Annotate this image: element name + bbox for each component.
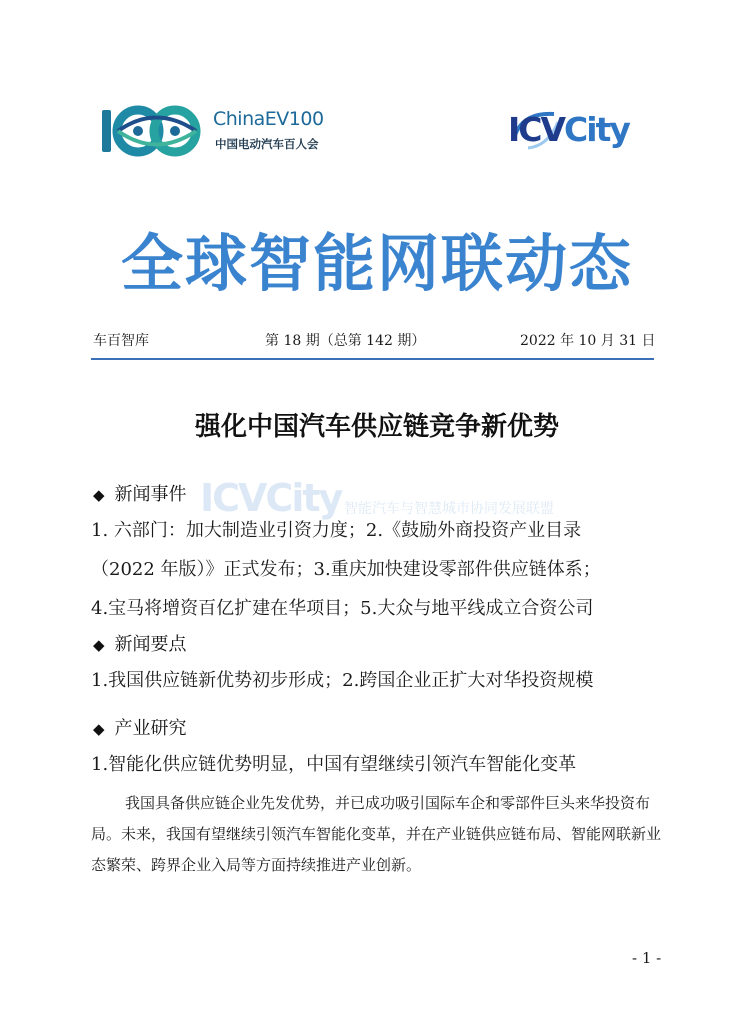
masthead-title: 全球智能网联动态 [120,227,633,300]
watermark-logo: ICVCity [200,476,342,520]
news-event-line: （2022 年版）》正式发布；3.重庆加快建设零部件供应链体系； [91,559,601,580]
research-paragraph [91,788,665,881]
watermark-text: 智能汽车与智慧城市协同发展联盟 [344,501,554,517]
logo-right-icv: ICV [508,110,565,149]
ev100-emblem-icon [100,100,210,162]
logo-left-english: ChinaEV100 [213,108,324,130]
china-ev100-logo [100,100,340,162]
section-title-text: 新闻要点 [114,634,187,655]
icv-city-logo [508,108,648,156]
diamond-bullet-icon: ◆ [93,636,105,654]
page-number: - 1 - [632,949,662,967]
logo-right-city: City [564,110,629,149]
header-divider [91,358,654,360]
section-title-text: 产业研究 [114,718,187,739]
news-event-line: 4.宝马将增资百亿扩建在华项目；5.大众与地平线成立合资公司 [91,598,594,619]
news-point-line: 1.我国供应链新优势初步形成；2.跨国企业正扩大对华投资规模 [91,670,594,691]
section-news-points-title [93,630,187,656]
issue-info-row [93,330,656,352]
section-title-text: 新闻事件 [114,484,187,505]
article-headline: 强化中国汽车供应链竞争新优势 [194,412,559,442]
section-news-events-title [93,480,187,506]
issue-date: 2022 年 10 月 31 日 [520,333,656,349]
issue-org: 车百智库 [93,333,149,349]
issue-number: 第 18 期（总第 142 期） [265,333,426,349]
research-subtitle: 1.智能化供应链优势明显，中国有望继续引领汽车智能化变革 [91,754,577,775]
logo-left-chinese: 中国电动汽车百人会 [215,137,319,151]
section-research-title [93,714,187,740]
diamond-bullet-icon: ◆ [93,486,105,504]
research-paragraph-text: 我国具备供应链企业先发优势，并已成功吸引国际车企和零部件巨头来华投资布局。未来，我国有望继续引领汽车智能化变革，并在产业链供应链布局、智能网联新业态繁荣、跨界企业入局等方面持续推进产业创新。 [91,794,662,874]
diamond-bullet-icon: ◆ [93,720,105,738]
news-event-line: 1. 六部门：加大制造业引资力度；2.《鼓励外商投资产业目录 [91,520,582,541]
